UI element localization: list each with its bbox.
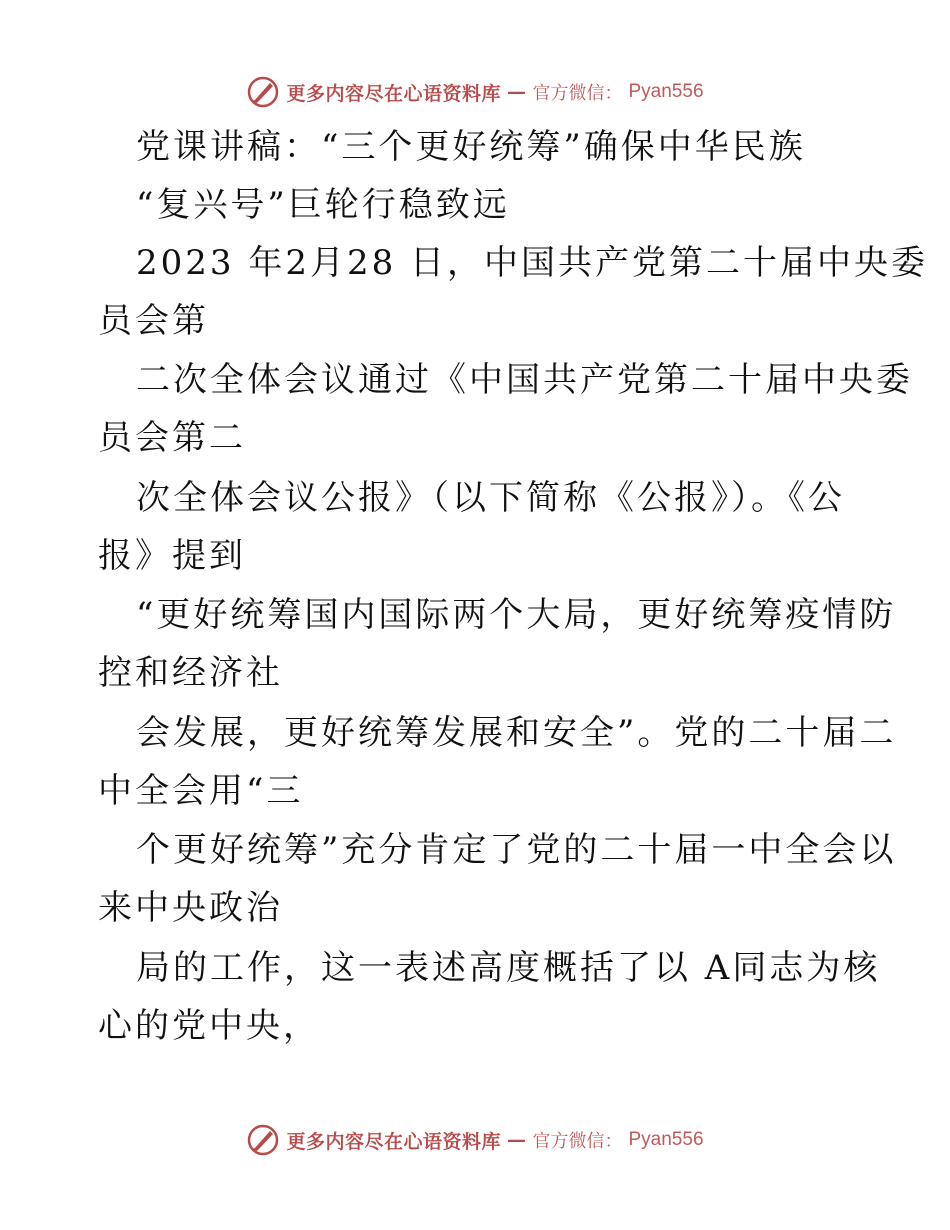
paragraph-line: 员会第二 — [98, 418, 246, 458]
paragraph-line: 2023 年2月28 日，中国共产党第二十届中央委 — [136, 243, 929, 283]
watermark-dash: — — [507, 1129, 527, 1151]
title-line-2: “复兴号”巨轮行稳致远 — [136, 185, 510, 225]
watermark-account: Pyan556 — [628, 81, 704, 102]
paragraph-line: 次全体会议公报》（以下简称《公报》）。《公 — [136, 478, 845, 518]
paragraph-line: 局的工作，这一表述高度概括了以 A同志为核 — [136, 948, 881, 988]
paragraph-line: 员会第 — [98, 301, 209, 341]
paragraph-line: 报》提到 — [98, 536, 246, 576]
paragraph-line: 来中央政治 — [98, 888, 283, 928]
header-watermark — [0, 72, 950, 112]
paragraph-line: 个更好统筹”充分肯定了党的二十届一中全会以 — [136, 830, 897, 870]
watermark-dash: — — [507, 81, 527, 103]
paragraph-line: 会发展，更好统筹发展和安全”。党的二十届二 — [136, 713, 897, 753]
watermark-site-text: 更多内容尽在心语资料库 — [286, 82, 501, 105]
paragraph-line: 控和经济社 — [98, 653, 283, 693]
watermark-wechat-label: 官方微信： — [532, 1131, 623, 1152]
paragraph-line: 二次全体会议通过《中国共产党第二十届中央委 — [136, 360, 913, 400]
watermark-account: Pyan556 — [628, 1129, 704, 1150]
title-line-1: 党课讲稿：“三个更好统筹”确保中华民族 — [136, 127, 806, 167]
quill-logo-icon — [246, 75, 280, 109]
quill-logo-icon — [246, 1123, 280, 1157]
watermark-wechat-label: 官方微信： — [532, 83, 623, 104]
paragraph-line: “更好统筹国内国际两个大局，更好统筹疫情防 — [136, 595, 897, 635]
footer-watermark — [0, 1120, 950, 1160]
watermark-site-text: 更多内容尽在心语资料库 — [286, 1130, 501, 1153]
paragraph-line: 心的党中央， — [98, 1006, 320, 1046]
paragraph-line: 中全会用“三 — [98, 771, 304, 811]
